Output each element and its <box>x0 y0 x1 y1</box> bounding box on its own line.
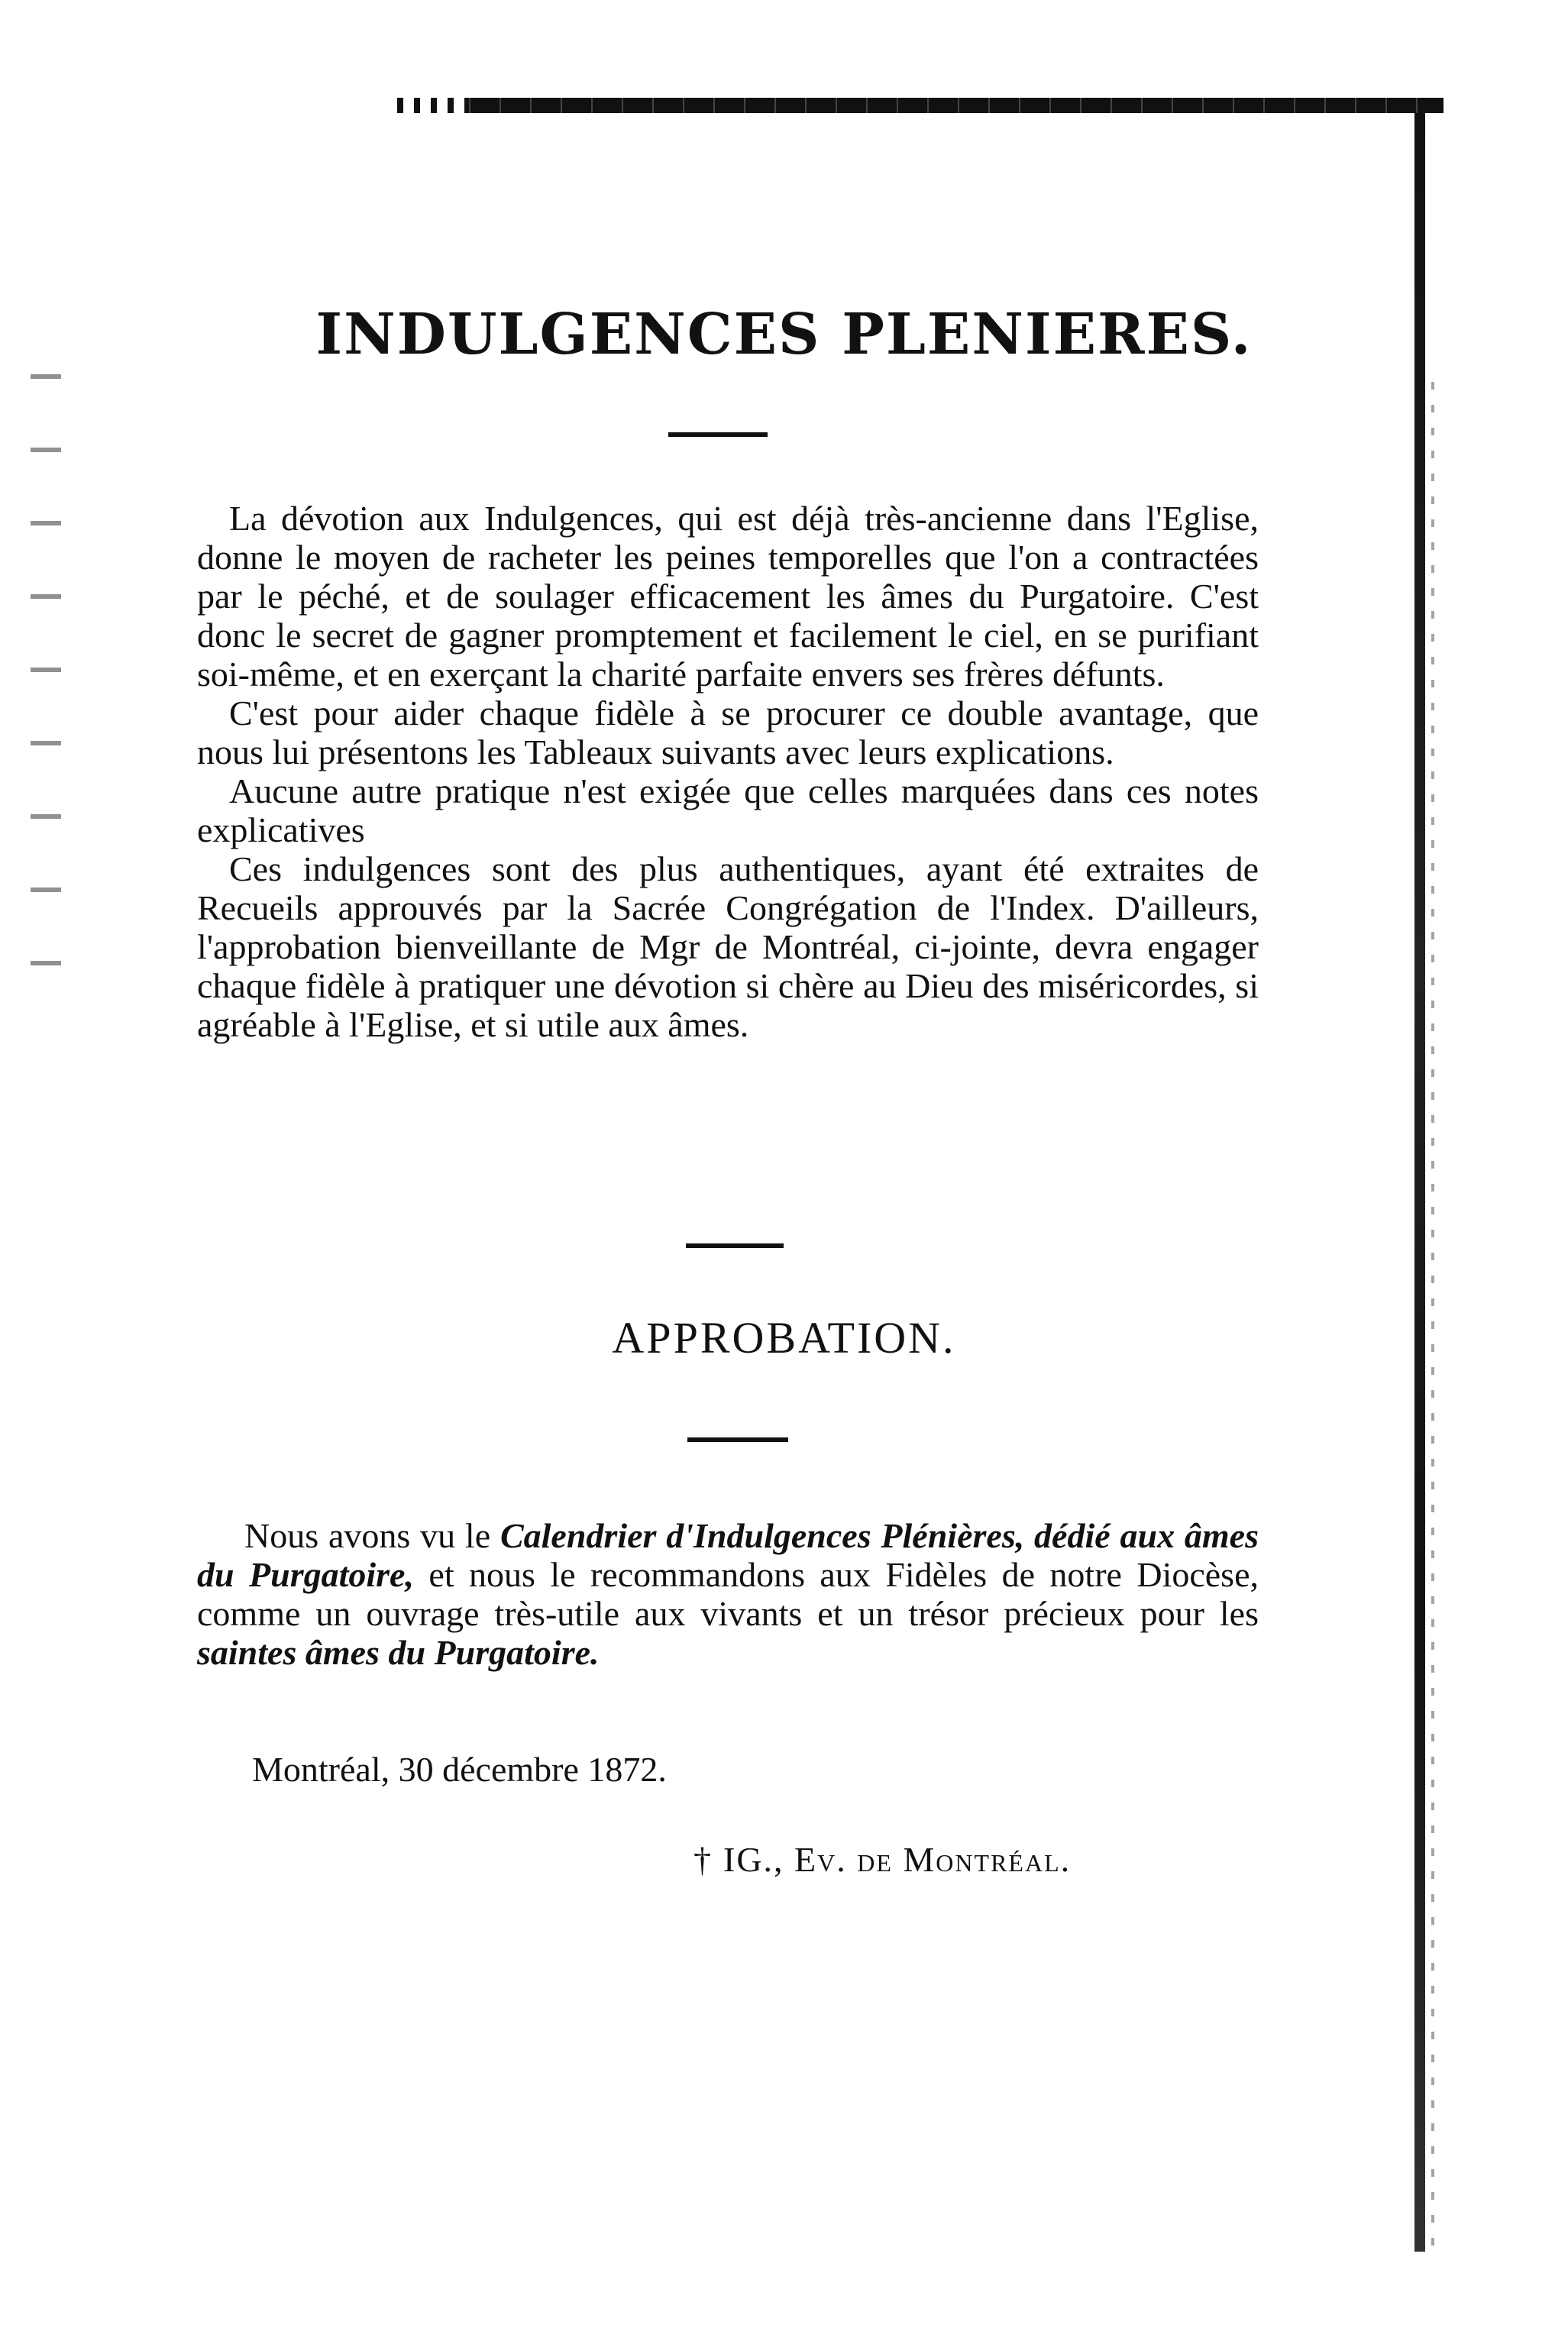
approbation-text <box>197 1516 1259 1672</box>
intro-paragraph-2: C'est pour aider chaque fidèle à se procurer ce double avantage, que nous lui présentons les Tableaux suivants avec leurs explications. <box>197 694 1259 771</box>
approbation-paragraph <box>197 1516 1259 1672</box>
cross-symbol: † <box>693 1840 713 1879</box>
intro-paragraph-1: La dévotion aux Indulgences, qui est déjà très-ancienne dans l'Eglise, donne le moyen de racheter les peines temporelles que l'on a contractées par le péché, et de soulager efficacement les âmes du Purgatoire. C'est donc le secret de gagner promptement et facilement le ciel, en se purifiant soi-même, et en exerçant la charité parfaite envers ses frères défunts. <box>197 499 1259 694</box>
approbation-work-title: Calendrier d'Indulgences Plénières, dédié aux âmes du Purgatoire, <box>197 1516 1259 1594</box>
signature <box>693 1839 1071 1880</box>
approbation-heading: APPROBATION. <box>612 1313 956 1363</box>
place-date: Montréal, 30 décembre 1872. <box>252 1750 667 1789</box>
divider-rule-3 <box>687 1437 788 1442</box>
page-title: INDULGENCES PLENIERES. <box>315 302 1253 367</box>
approbation-text-middle: et nous le recommandons aux Fidèles de notre Diocèse, comme un ouvrage très-utile aux vivants et un trésor précieux pour les <box>197 1555 1259 1633</box>
approbation-text-start: Nous avons vu le <box>244 1516 491 1555</box>
top-border-marks <box>397 98 466 113</box>
divider-rule-2 <box>686 1243 784 1248</box>
intro-paragraph-4: Ces indulgences sont des plus authentiques, ayant été extraites de Recueils approuvés par la Sacrée Congrégation de l'Index. D'ailleurs, l'approbation bienveillante de Mgr de Montréal, ci-jointe, devra engager chaque fidèle à pratiquer une dévotion si chère au Dieu des miséricordes, si agréable à l'Eglise, et si utile aux âmes. <box>197 849 1259 1044</box>
top-border-rule <box>397 98 1444 113</box>
intro-paragraph-3: Aucune autre pratique n'est exigée que celles marquées dans ces notes explicatives <box>197 771 1259 849</box>
right-page-edge <box>1414 113 1425 2252</box>
approbation-souls-phrase: saintes âmes du Purgatoire. <box>197 1633 600 1672</box>
left-margin-specks <box>31 306 61 993</box>
intro-text <box>197 499 1259 1044</box>
divider-rule-1 <box>668 432 768 437</box>
signature-name: IG., Ev. de Montréal. <box>723 1840 1072 1879</box>
